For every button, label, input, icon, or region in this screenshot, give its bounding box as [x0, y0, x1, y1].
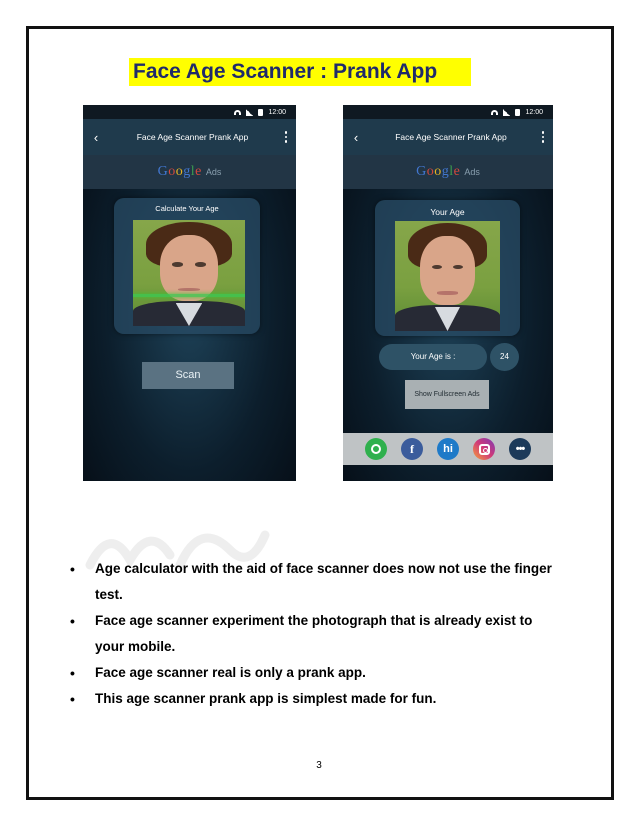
app-bar: [83, 119, 296, 155]
share-bar: [343, 433, 553, 465]
overflow-menu-icon[interactable]: [276, 131, 296, 143]
signal-icon: [503, 109, 510, 116]
google-logo: Google: [416, 164, 461, 179]
app-title: Face Age Scanner Prank App: [395, 132, 507, 142]
bullet-item: • Face age scanner real is only a prank app.: [70, 660, 560, 686]
bullet-item: • Age calculator with the aid of face scanner does now not use the finger test.: [70, 556, 560, 608]
wifi-icon: [234, 110, 241, 115]
ads-label: Ads: [205, 167, 222, 177]
show-fullscreen-ads-button[interactable]: Show Fullscreen Ads: [405, 380, 489, 409]
wifi-icon: [491, 110, 498, 115]
card-label: Calculate Your Age: [155, 204, 219, 213]
age-label-pill: Your Age is :: [379, 344, 487, 370]
result-card: [375, 200, 520, 336]
status-bar: [343, 105, 553, 119]
hike-icon[interactable]: hi: [437, 438, 459, 460]
status-bar: [83, 105, 296, 119]
scan-card: [114, 198, 260, 334]
age-value-badge: 24: [490, 343, 519, 371]
bullet-item: • This age scanner prank app is simplest made for fun.: [70, 686, 560, 712]
battery-icon: [515, 109, 520, 116]
instagram-icon[interactable]: [473, 438, 495, 460]
face-photo: [133, 220, 245, 326]
google-ads-banner[interactable]: [83, 155, 296, 189]
google-ads-banner[interactable]: [343, 155, 553, 189]
google-logo: Google: [157, 164, 202, 179]
card-label: Your Age: [430, 207, 465, 217]
overflow-menu-icon[interactable]: [533, 131, 553, 143]
back-arrow-icon[interactable]: ‹: [353, 129, 359, 145]
app-bar: [343, 119, 553, 155]
face-photo: [395, 221, 500, 331]
ads-label: Ads: [464, 167, 480, 177]
more-icon[interactable]: •••: [509, 438, 531, 460]
status-time: 12:00: [525, 108, 543, 116]
phone-screenshot-result: [343, 105, 553, 481]
facebook-icon[interactable]: f: [401, 438, 423, 460]
document-title: Face Age Scanner : Prank App: [129, 58, 471, 86]
phone-screenshot-scan: [83, 105, 296, 481]
battery-icon: [258, 109, 263, 116]
back-arrow-icon[interactable]: ‹: [93, 129, 99, 145]
scan-line: [133, 294, 245, 297]
app-title: Face Age Scanner Prank App: [136, 132, 249, 142]
scan-button[interactable]: Scan: [142, 362, 234, 389]
signal-icon: [246, 109, 253, 116]
bullet-item: • Face age scanner experiment the photograph that is already exist to your mobile.: [70, 608, 560, 660]
whatsapp-icon[interactable]: [365, 438, 387, 460]
page-number: 3: [316, 760, 322, 771]
status-time: 12:00: [268, 108, 286, 116]
feature-bullet-list: [70, 556, 560, 712]
